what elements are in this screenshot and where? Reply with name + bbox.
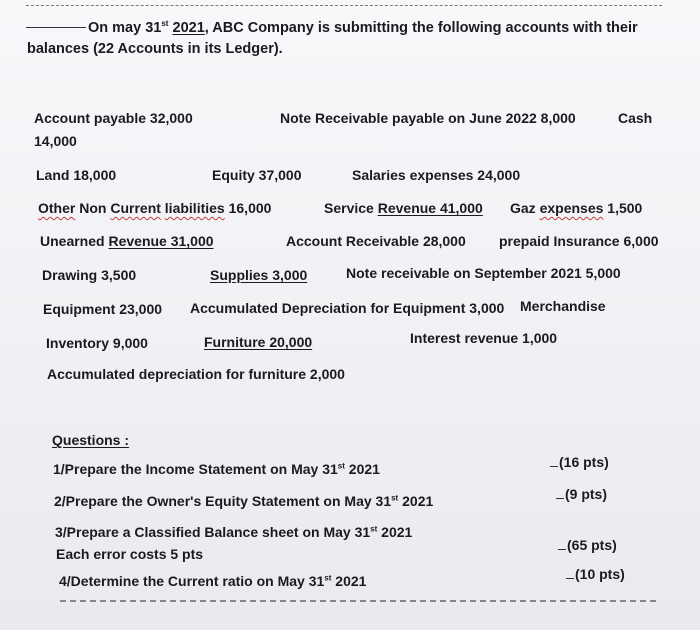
service-revenue: Service Revenue 41,000 bbox=[324, 200, 483, 216]
leading-dash bbox=[26, 27, 86, 28]
question-2: 2/Prepare the Owner's Equity Statement on May 31st 2021 bbox=[54, 493, 434, 509]
land: Land 18,000 bbox=[36, 167, 117, 183]
unearned-revenue: Unearned Revenue 31,000 bbox=[40, 233, 214, 249]
question-4-points: (10 pts) bbox=[566, 566, 625, 582]
merchandise: Merchandise bbox=[520, 298, 606, 314]
interest-revenue: Interest revenue 1,000 bbox=[410, 330, 558, 346]
question-4: 4/Determine the Current ratio on May 31st 2021 bbox=[59, 573, 367, 589]
account-receivable: Account Receivable 28,000 bbox=[286, 233, 466, 249]
furniture: Furniture 20,000 bbox=[204, 334, 313, 350]
supplies: Supplies 3,000 bbox=[210, 267, 308, 283]
salaries-expenses: Salaries expenses 24,000 bbox=[352, 167, 521, 183]
gaz-expenses: Gaz expenses 1,500 bbox=[510, 200, 643, 216]
inventory: Inventory 9,000 bbox=[46, 335, 148, 351]
question-3-note: Each error costs 5 pts bbox=[56, 546, 204, 562]
drawing: Drawing 3,500 bbox=[42, 267, 137, 283]
question-1-points: (16 pts) bbox=[550, 454, 609, 470]
prepaid-insurance: prepaid Insurance 6,000 bbox=[499, 233, 659, 249]
questions-heading: Questions : bbox=[52, 432, 130, 448]
cash-label: Cash bbox=[618, 110, 653, 126]
question-1: 1/Prepare the Income Statement on May 31st 2021 bbox=[53, 461, 380, 477]
intro-line-2: balances (22 Accounts in its Ledger). bbox=[27, 41, 283, 57]
question-3: 3/Prepare a Classified Balance sheet on May 31st 2021 bbox=[55, 524, 413, 540]
accumulated-depreciation-equipment: Accumulated Depreciation for Equipment 3,000 bbox=[190, 300, 505, 316]
bottom-dashed-rule bbox=[60, 600, 656, 602]
question-3-points: (65 pts) bbox=[558, 537, 617, 553]
equity: Equity 37,000 bbox=[212, 167, 302, 183]
equipment: Equipment 23,000 bbox=[43, 301, 163, 317]
other-non-current-liabilities: Other Non Current liabilities 16,000 bbox=[38, 200, 272, 216]
intro-line-1: On may 31st 2021, ABC Company is submitting the following accounts with their bbox=[26, 20, 638, 36]
note-receivable-september: Note receivable on September 2021 5,000 bbox=[346, 265, 621, 281]
top-dashed-rule bbox=[26, 5, 662, 6]
note-receivable-payable: Note Receivable payable on June 2022 8,000 bbox=[280, 110, 576, 126]
accumulated-depreciation-furniture: Accumulated depreciation for furniture 2,000 bbox=[47, 366, 345, 382]
account-payable: Account payable 32,000 bbox=[34, 110, 193, 126]
cash-value: 14,000 bbox=[34, 133, 77, 149]
question-2-points: (9 pts) bbox=[556, 486, 607, 502]
